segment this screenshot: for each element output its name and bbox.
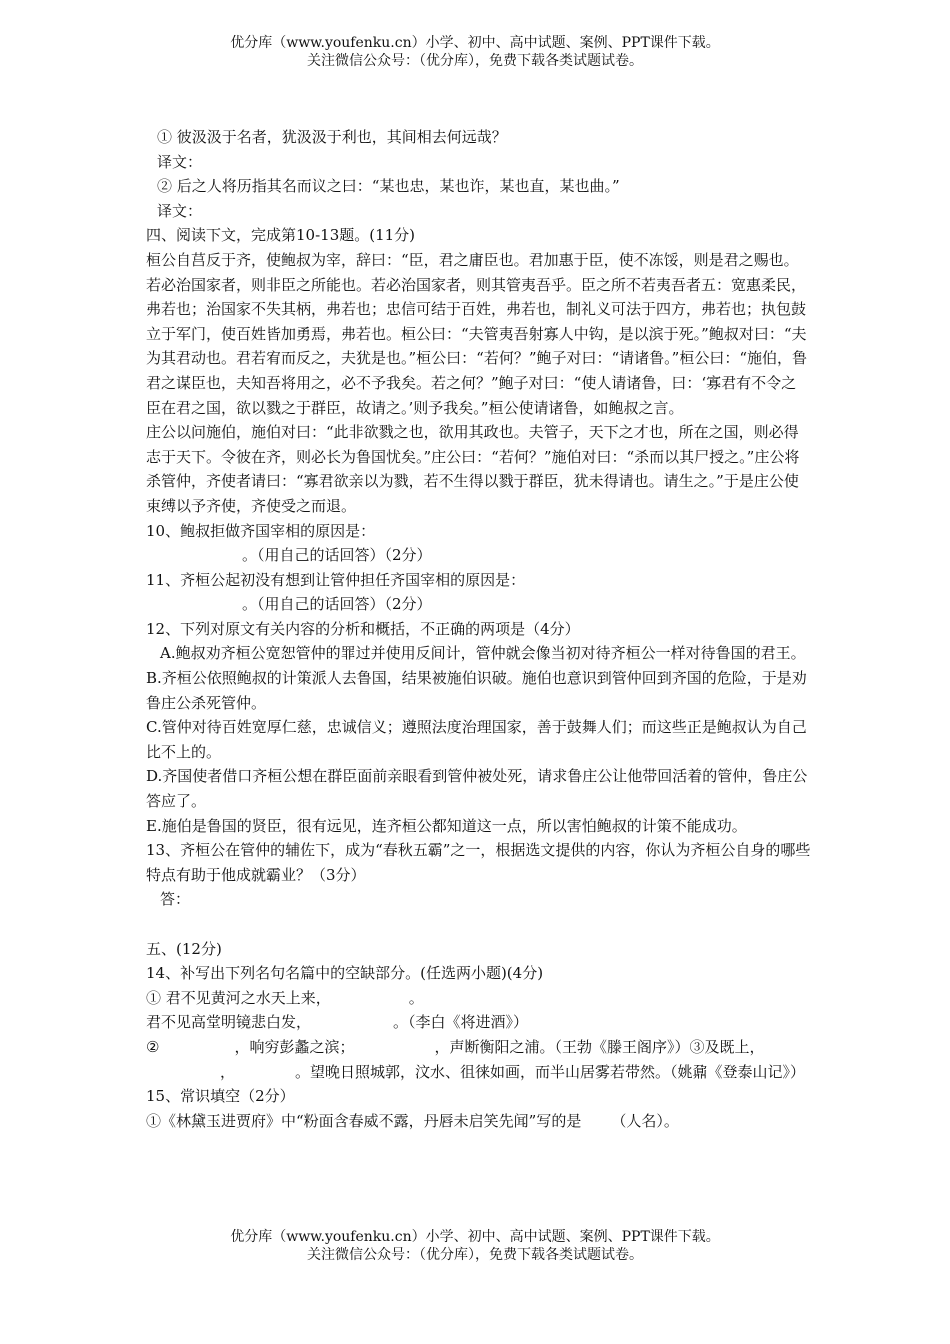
question-10-note: 。（用自己的话回答）（2分） <box>242 546 432 565</box>
translation-label-1: 译文： <box>157 152 203 171</box>
answer-label: 答： <box>160 890 191 909</box>
question-14-line-3 <box>146 1035 811 1084</box>
answer-space <box>146 912 811 937</box>
question-12-option-a: A.鲍叔劝齐桓公宽恕管仲的罪过并使用反间计，管仲就会像当初对待齐桓公一样对待鲁国的君王。 <box>160 644 806 663</box>
poem-3-text-d: ， <box>220 1062 236 1081</box>
page-footer <box>0 1228 950 1264</box>
question-12-option-c: C.管仲对待百姓宽厚仁慈，忠诚信义；遵照法度治理国家，善于鼓舞人们；而这些正是鲍叔认为自己比不上的。 <box>146 718 807 761</box>
poem-1-text-a: ① 君不见黄河之水天上来， <box>146 988 331 1007</box>
passage-paragraph-1: 桓公自莒反于齐，使鲍叔为宰，辞曰：“臣，君之庸臣也。君加惠于臣，使不冻馁，则是君之赐也。若必治国家者，则非臣之所能也。若必治国家者，则其管夷吾乎。臣之所不若夷吾者五：宽惠柔民，弗若也；治国家不失其柄，弗若也；忠信可结于百姓，弗若也，制礼义可法于四方，弗若也；执包鼓立于军门，使百姓皆加勇焉，弗若也。桓公曰：“夫管夷吾射寡人中钩，是以滨于死。”鲍叔对曰：“夫为其君动也。君若宥而反之，夫犹是也。”桓公曰：“若何？”鲍子对曰：“请诸鲁。”桓公曰：“施伯，鲁君之谋臣也，夫知吾将用之，必不予我矣。若之何？”鲍子对曰：“使人请诸鲁，曰：‘寡君有不令之臣在君之国，欲以戮之于群臣，故请之。’则予我矣。”桓公使请诸鲁，如鲍叔之言。 <box>146 250 808 417</box>
translation-item-1: ① 彼汲汲于名者，犹汲汲于利也，其间相去何远哉？ <box>157 128 507 146</box>
question-14-line-2 <box>146 1010 811 1035</box>
question-12-option-b: B.齐桓公依照鲍叔的计策派人去鲁国，结果被施伯识破。施伯也意识到管仲回到齐国的危险，于是劝鲁庄公杀死管仲。 <box>146 669 807 712</box>
footer-line-2: 关注微信公众号：（优分库），免费下载各类试题试卷。 <box>307 1247 643 1263</box>
section-5-heading: 五、(12分) <box>146 939 222 958</box>
question-10: 10、鲍叔拒做齐国宰相的原因是： <box>146 521 376 540</box>
poem-3-text-e: 。望晚日照城郭，汶水、徂徕如画，而半山居雾若带然。（姚鼐《登泰山记》） <box>295 1062 806 1081</box>
header-line-1: 优分库（www.youfenku.cn）小学、初中、高中试题、案例、PPT课件下载。 <box>230 35 720 51</box>
poem-3-text-a: ② <box>146 1037 160 1056</box>
question-12: 12、下列对原文有关内容的分析和概括，不正确的两项是（4分） <box>146 619 580 638</box>
question-11: 11、齐桓公起初没有想到让管仲担任齐国宰相的原因是： <box>146 570 526 589</box>
question-11-note: 。（用自己的话回答）（2分） <box>242 595 432 614</box>
question-14: 14、补写出下列名句名篇中的空缺部分。(任选两小题)(4分) <box>146 964 544 983</box>
document-body <box>146 125 811 1133</box>
translation-item-2: ② 后之人将历指其名而议之曰：“某也忠，某也诈，某也直，某也曲。” <box>157 177 620 196</box>
question-12-option-d: D.齐国使者借口齐桓公想在群臣面前亲眼看到管仲被处死，请求鲁庄公让他带回活着的管仲，鲁庄公答应了。 <box>146 767 808 811</box>
poem-2-text-b: 。（李白《将进酒》） <box>393 1013 529 1032</box>
question-12-option-e: E.施伯是鲁国的贤臣，很有远见，连齐桓公都知道这一点，所以害怕鲍叔的计策不能成功。 <box>146 816 747 835</box>
footer-line-1: 优分库（www.youfenku.cn）小学、初中、高中试题、案例、PPT课件下载。 <box>230 1229 720 1245</box>
translation-label-2: 译文： <box>157 201 203 220</box>
poem-3-text-b: ，响穷彭蠡之滨； <box>234 1037 355 1056</box>
passage-paragraph-2: 庄公以问施伯，施伯对曰：“此非欲戮之也，欲用其政也。夫管子，天下之才也，所在之国，则必得志于天下。令彼在齐，则必长为鲁国忧矣。”庄公曰：“若何？”施伯对曰：“杀而以其尸授之。”庄公将杀管仲，齐使者请曰：“寡君欲亲以为戮，若不生得以戮于群臣，犹未得请也。请生之。”于是庄公使束缚以予齐使，齐使受之而退。 <box>146 423 800 515</box>
poem-1-text-b: 。 <box>408 988 424 1007</box>
question-14-line-1 <box>146 986 811 1011</box>
poem-3-text-c: ，声断衡阳之浦。（王勃《滕王阁序》）③及既上， <box>434 1037 765 1056</box>
section-4-heading: 四、阅读下文，完成第10-13题。(11分) <box>146 226 416 245</box>
q15-text-b: （人名）。 <box>611 1111 679 1130</box>
poem-2-text-a: 君不见高堂明镜悲白发， <box>146 1013 312 1032</box>
question-15-line-1 <box>146 1109 811 1134</box>
page-header <box>0 34 950 70</box>
question-13: 13、齐桓公在管仲的辅佐下，成为“春秋五霸”之一，根据选文提供的内容，你认为齐桓公自身的哪些特点有助于他成就霸业？（3分） <box>146 841 811 884</box>
header-line-2: 关注微信公众号：（优分库），免费下载各类试题试卷。 <box>307 53 643 69</box>
question-15: 15、常识填空（2分） <box>146 1087 295 1106</box>
q15-text-a: ①《林黛玉进贾府》中“粉面含春威不露，丹唇未启笑先闻”写的是 <box>146 1111 582 1130</box>
